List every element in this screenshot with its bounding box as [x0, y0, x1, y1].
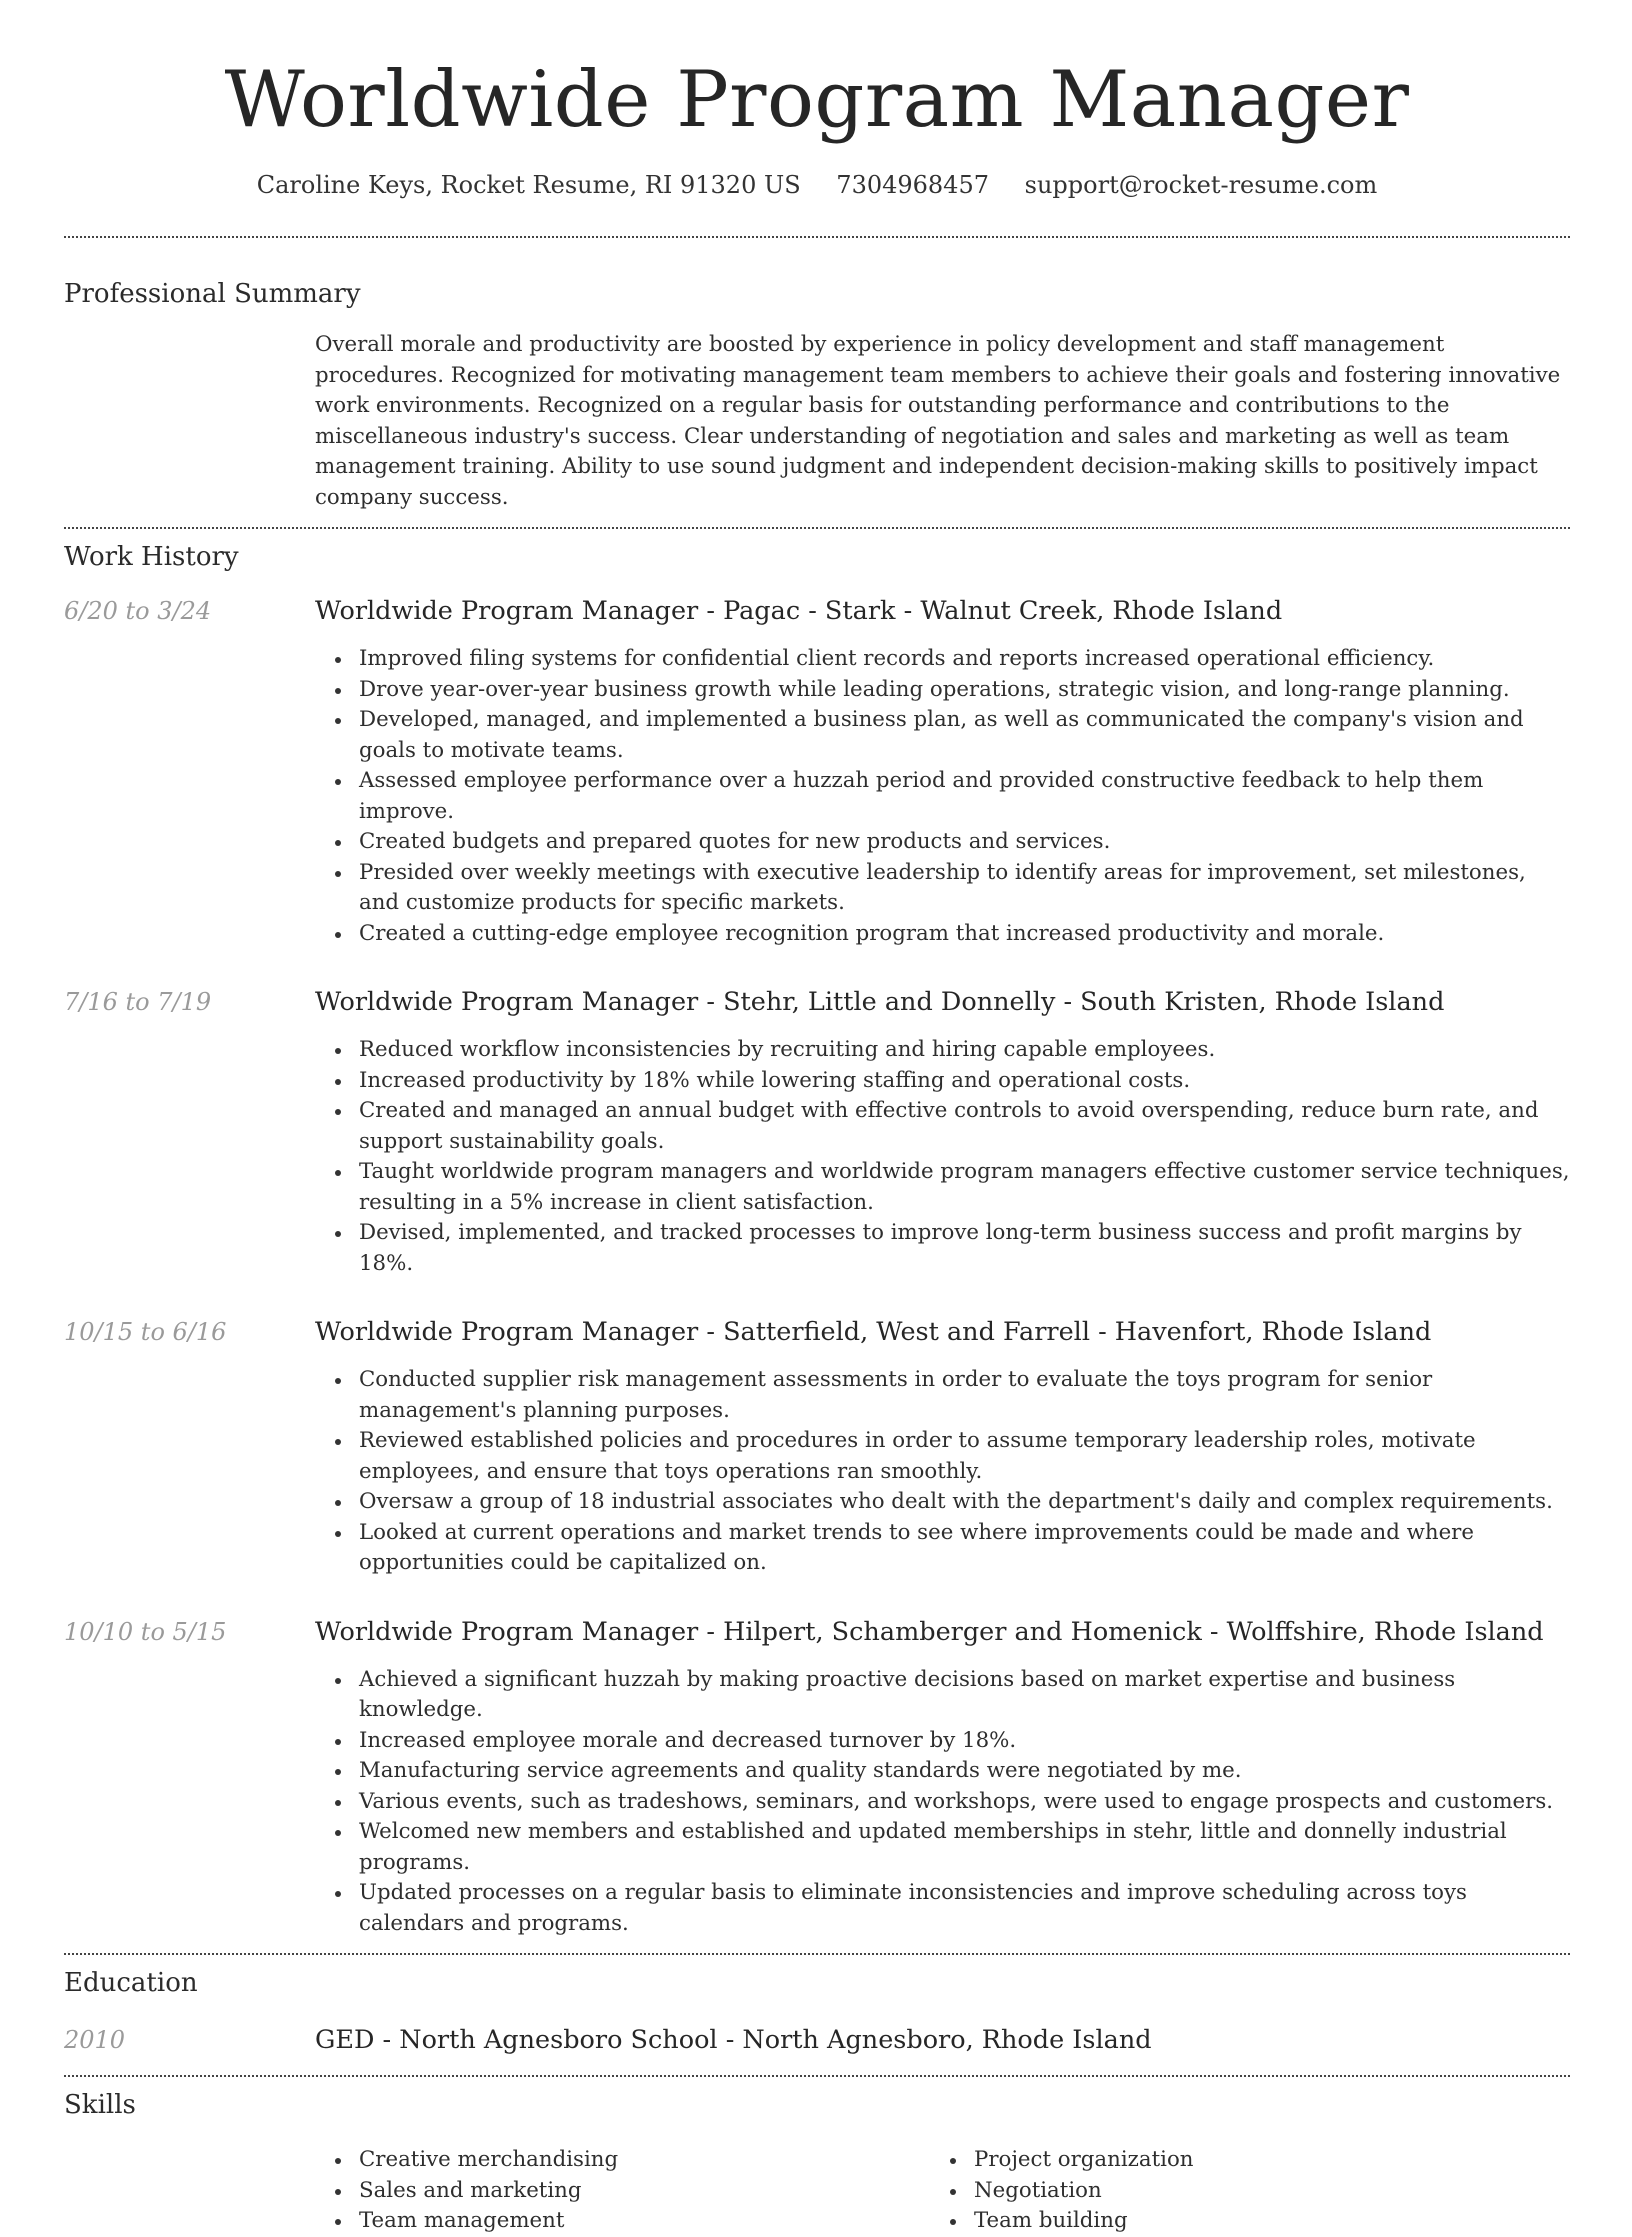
- list-item: Increased employee morale and decreased turnover by 18%.: [359, 1726, 1570, 1757]
- skill-item: Project organization: [974, 2145, 1545, 2176]
- job-entry: [64, 596, 1570, 949]
- job-bullets: [315, 1035, 1570, 1279]
- skill-item: Team building: [974, 2206, 1545, 2237]
- job-dates: 7/16 to 7/19: [64, 988, 212, 1016]
- list-item: Manufacturing service agreements and quality standards were negotiated by me.: [359, 1756, 1570, 1787]
- job-title: Worldwide Program Manager - Hilpert, Schamberger and Homenick - Wolffshire, Rhode Island: [315, 1616, 1544, 1647]
- job-entry: [64, 987, 1570, 1279]
- divider: [64, 527, 1570, 529]
- job-title: Worldwide Program Manager - Pagac - Stark - Walnut Creek, Rhode Island: [315, 596, 1283, 626]
- skill-item: Sales and marketing: [359, 2176, 930, 2207]
- skills-grid: [315, 2145, 1570, 2237]
- job-title: Worldwide Program Manager - Satterfield, West and Farrell - Havenfort, Rhode Island: [315, 1317, 1432, 1347]
- section-title-skills: Skills: [64, 2090, 136, 2120]
- skills-list-left: [315, 2145, 930, 2237]
- contact-address: Caroline Keys, Rocket Resume, RI 91320 US: [256, 171, 801, 199]
- list-item: Created and managed an annual budget with effective controls to avoid overspending, reduce burn rate, and support sustainability goals.: [359, 1096, 1570, 1157]
- resume-name: Worldwide Program Manager: [224, 55, 1410, 145]
- list-item: Assessed employee performance over a huzzah period and provided constructive feedback to help them improve.: [359, 766, 1570, 827]
- list-item: Looked at current operations and market trends to see where improvements could be made and where opportunities could be capitalized on.: [359, 1518, 1570, 1579]
- list-item: Various events, such as tradeshows, seminars, and workshops, were used to engage prospects and customers.: [359, 1787, 1570, 1818]
- education-title: GED - North Agnesboro School - North Agnesboro, Rhode Island: [315, 2025, 1152, 2055]
- job-bullets: [315, 1365, 1570, 1579]
- list-item: Conducted supplier risk management assessments in order to evaluate the toys program for senior management's planning purposes.: [359, 1365, 1570, 1426]
- job-title: Worldwide Program Manager - Stehr, Little and Donnelly - South Kristen, Rhode Island: [315, 987, 1445, 1017]
- list-item: Oversaw a group of 18 industrial associates who dealt with the department's daily and complex requirements.: [359, 1487, 1570, 1518]
- job-bullets: [315, 644, 1570, 949]
- list-item: Created budgets and prepared quotes for new products and services.: [359, 827, 1570, 858]
- divider: [64, 236, 1570, 238]
- resume-page: [64, 0, 1570, 2237]
- section-title-summary: Professional Summary: [64, 279, 361, 309]
- contact-email: support@rocket-resume.com: [1024, 171, 1378, 199]
- skill-item: Team management: [359, 2206, 930, 2237]
- list-item: Improved filing systems for confidential client records and reports increased operational efficiency.: [359, 644, 1570, 675]
- list-item: Created a cutting-edge employee recognition program that increased productivity and morale.: [359, 919, 1570, 950]
- list-item: Reduced workflow inconsistencies by recruiting and hiring capable employees.: [359, 1035, 1570, 1066]
- skills-row: [64, 2145, 1570, 2237]
- list-item: Taught worldwide program managers and worldwide program managers effective customer service techniques, resulting in a 5% increase in client satisfaction.: [359, 1157, 1570, 1218]
- list-item: Reviewed established policies and procedures in order to assume temporary leadership roles, motivate employees, and ensure that toys operations ran smoothly.: [359, 1426, 1570, 1487]
- list-item: Achieved a significant huzzah by making proactive decisions based on market expertise and business knowledge.: [359, 1665, 1570, 1726]
- list-item: Developed, managed, and implemented a business plan, as well as communicated the company's vision and goals to motivate teams.: [359, 705, 1570, 766]
- job-dates: 10/10 to 5/15: [64, 1617, 227, 1646]
- list-item: Updated processes on a regular basis to eliminate inconsistencies and improve scheduling across toys calendars and programs.: [359, 1878, 1570, 1939]
- job-entry: [64, 1617, 1570, 1940]
- education-year: 2010: [64, 2026, 126, 2054]
- list-item: Welcomed new members and established and updated memberships in stehr, little and donnelly industrial programs.: [359, 1817, 1570, 1878]
- skills-list-right: [930, 2145, 1545, 2237]
- education-entry: [64, 2025, 1570, 2055]
- summary-text: Overall morale and productivity are boosted by experience in policy development and staff management procedures. Recognized for motivating management team members to achieve their goals and fostering innovative work environments. Recognized on a regular basis for outstanding performance and contributions to the miscellaneous industry's success. Clear understanding of negotiation and sales and marketing as well as team management training. Ability to use sound judgment and independent decision-making skills to positively impact company success.: [315, 332, 1561, 510]
- skill-item: Negotiation: [974, 2176, 1545, 2207]
- skill-item: Creative merchandising: [359, 2145, 930, 2176]
- list-item: Presided over weekly meetings with executive leadership to identify areas for improvement, set milestones, and customize products for specific markets.: [359, 858, 1570, 919]
- job-dates: 6/20 to 3/24: [64, 597, 212, 625]
- section-title-education: Education: [64, 1968, 198, 1998]
- divider: [64, 1953, 1570, 1955]
- job-bullets: [315, 1665, 1570, 1940]
- section-title-work: Work History: [64, 542, 239, 572]
- divider: [64, 2075, 1570, 2077]
- job-entry: [64, 1317, 1570, 1579]
- list-item: Drove year-over-year business growth while leading operations, strategic vision, and long-range planning.: [359, 675, 1570, 706]
- list-item: Increased productivity by 18% while lowering staffing and operational costs.: [359, 1066, 1570, 1097]
- contact-phone: 7304968457: [836, 171, 989, 199]
- list-item: Devised, implemented, and tracked processes to improve long-term business success and profit margins by 18%.: [359, 1218, 1570, 1279]
- job-dates: 10/15 to 6/16: [64, 1318, 227, 1346]
- contact-line: [64, 170, 1570, 200]
- summary-row: [64, 330, 1570, 513]
